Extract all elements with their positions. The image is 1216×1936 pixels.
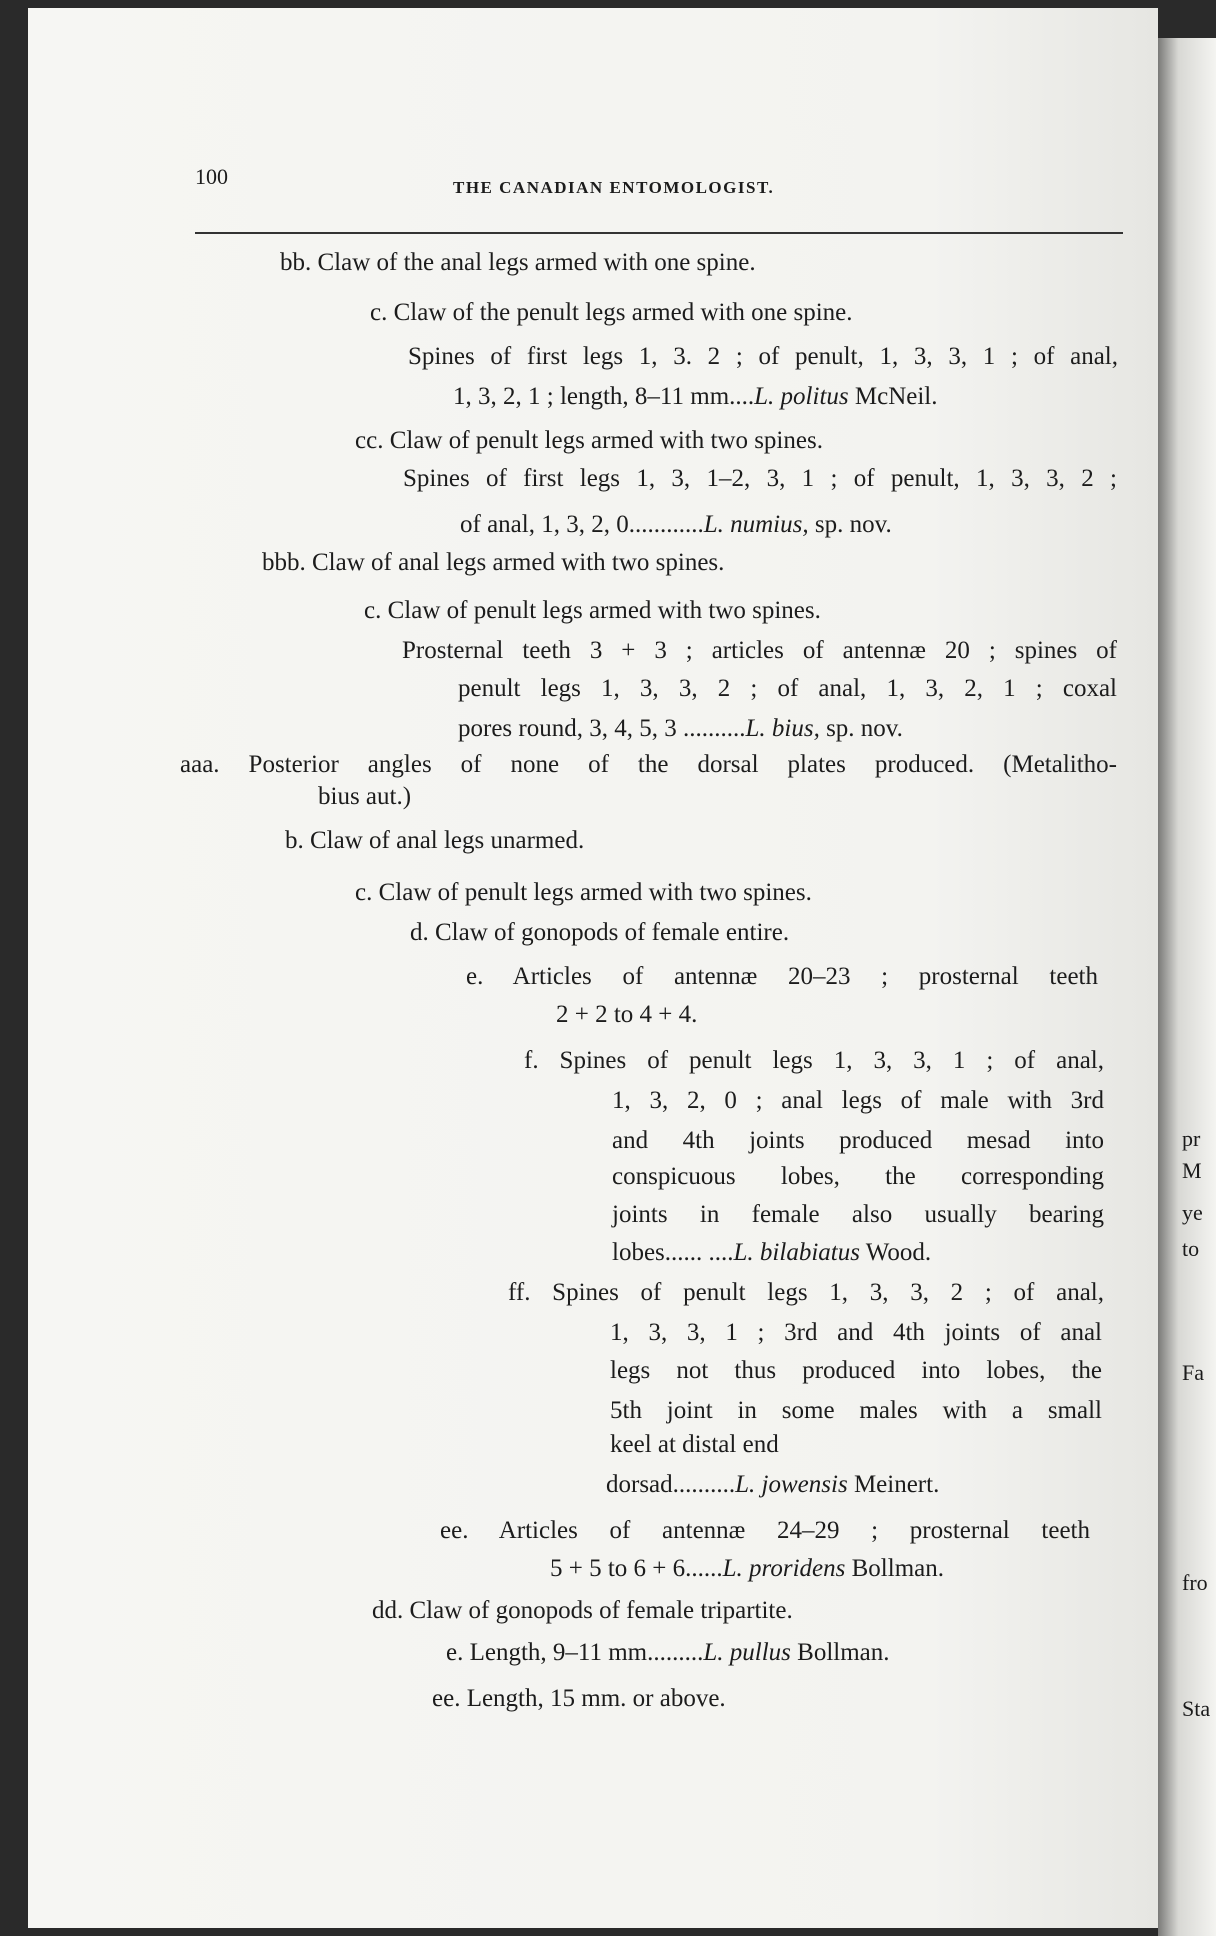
header-rule: [195, 232, 1123, 234]
species-name: L. pullus: [703, 1639, 791, 1666]
species-name: L. jowensis: [735, 1471, 848, 1498]
facing-page-fragment: to: [1182, 1236, 1200, 1261]
key-line: penult legs 1, 3, 3, 2 ; of anal, 1, 3, 2, 1 ; coxal: [458, 675, 1117, 702]
key-line: and 4th joints produced mesad into: [612, 1127, 1104, 1154]
key-line: c. Claw of penult legs armed with two spines.: [364, 597, 821, 624]
facing-page-fragment: pr: [1182, 1126, 1201, 1151]
facing-page-fragment: fro: [1182, 1570, 1208, 1595]
key-line: bb. Claw of the anal legs armed with one spine.: [280, 249, 756, 276]
key-line: joints in female also usually bearing: [612, 1201, 1104, 1228]
key-line: dorsad..........L. jowensis Meinert.: [606, 1471, 940, 1498]
key-line: c. Claw of penult legs armed with two spines.: [355, 879, 812, 906]
key-line: aaa. Posterior angles of none of the dorsal plates produced. (Metalitho-: [180, 751, 1117, 778]
species-name: L. proridens: [722, 1555, 846, 1582]
key-line: Spines of first legs 1, 3. 2 ; of penult, 1, 3, 3, 1 ; of anal,: [408, 343, 1118, 370]
key-line: c. Claw of the penult legs armed with one spine.: [370, 299, 853, 326]
key-line: Prosternal teeth 3 + 3 ; articles of antennæ 20 ; spines of: [402, 637, 1117, 664]
facing-page-fragment: M: [1182, 1158, 1202, 1183]
species-name: L. numius,: [703, 511, 809, 538]
key-line: bbb. Claw of anal legs armed with two spines.: [262, 549, 725, 576]
key-line: of anal, 1, 3, 2, 0............L. numius, sp. nov.: [460, 511, 892, 538]
page-header: [195, 160, 1120, 200]
key-line: b. Claw of anal legs unarmed.: [285, 827, 585, 854]
key-line: Spines of first legs 1, 3, 1–2, 3, 1 ; of penult, 1, 3, 3, 2 ;: [403, 465, 1117, 492]
key-line: 1, 3, 3, 1 ; 3rd and 4th joints of anal: [610, 1319, 1102, 1346]
key-line: e. Length, 9–11 mm.........L. pullus Bollman.: [446, 1639, 890, 1666]
key-line: 5 + 5 to 6 + 6......L. proridens Bollman.: [550, 1555, 944, 1582]
running-title: THE CANADIAN ENTOMOLOGIST.: [453, 178, 775, 197]
key-line: bius aut.): [318, 783, 412, 810]
species-name: L. politus: [754, 383, 849, 410]
key-line: conspicuous lobes, the corresponding: [612, 1163, 1104, 1190]
page-number: 100: [195, 164, 228, 189]
key-line: d. Claw of gonopods of female entire.: [410, 919, 790, 946]
species-name: L. bilabiatus: [733, 1239, 860, 1266]
key-line: keel at distal end: [610, 1431, 779, 1458]
key-line: cc. Claw of penult legs armed with two spines.: [355, 427, 823, 454]
facing-page-fragment: Fa: [1182, 1360, 1204, 1385]
facing-page-edge: [1158, 38, 1216, 1936]
key-line: ee. Length, 15 mm. or above.: [432, 1685, 726, 1712]
key-line: 1, 3, 2, 1 ; length, 8–11 mm....L. politus McNeil.: [453, 383, 938, 410]
key-line: 2 + 2 to 4 + 4.: [556, 1001, 698, 1028]
key-line: dd. Claw of gonopods of female tripartite.: [372, 1597, 793, 1624]
key-line: 5th joint in some males with a small: [610, 1397, 1102, 1424]
key-line: lobes...... ....L. bilabiatus Wood.: [612, 1239, 932, 1266]
key-line: e. Articles of antennæ 20–23 ; prosternal teeth: [466, 963, 1098, 990]
key-line: ff. Spines of penult legs 1, 3, 3, 2 ; of anal,: [508, 1279, 1104, 1306]
key-line: ee. Articles of antennæ 24–29 ; prosternal teeth: [440, 1517, 1090, 1544]
key-line: legs not thus produced into lobes, the: [610, 1357, 1102, 1384]
key-line: f. Spines of penult legs 1, 3, 3, 1 ; of anal,: [524, 1047, 1104, 1074]
facing-page-fragment: Sta: [1182, 1696, 1211, 1721]
facing-page-fragment: ye: [1182, 1200, 1203, 1225]
key-line: pores round, 3, 4, 5, 3 ..........L. bius, sp. nov.: [458, 715, 903, 742]
species-name: L. bius,: [745, 715, 820, 742]
key-line: 1, 3, 2, 0 ; anal legs of male with 3rd: [612, 1087, 1104, 1114]
